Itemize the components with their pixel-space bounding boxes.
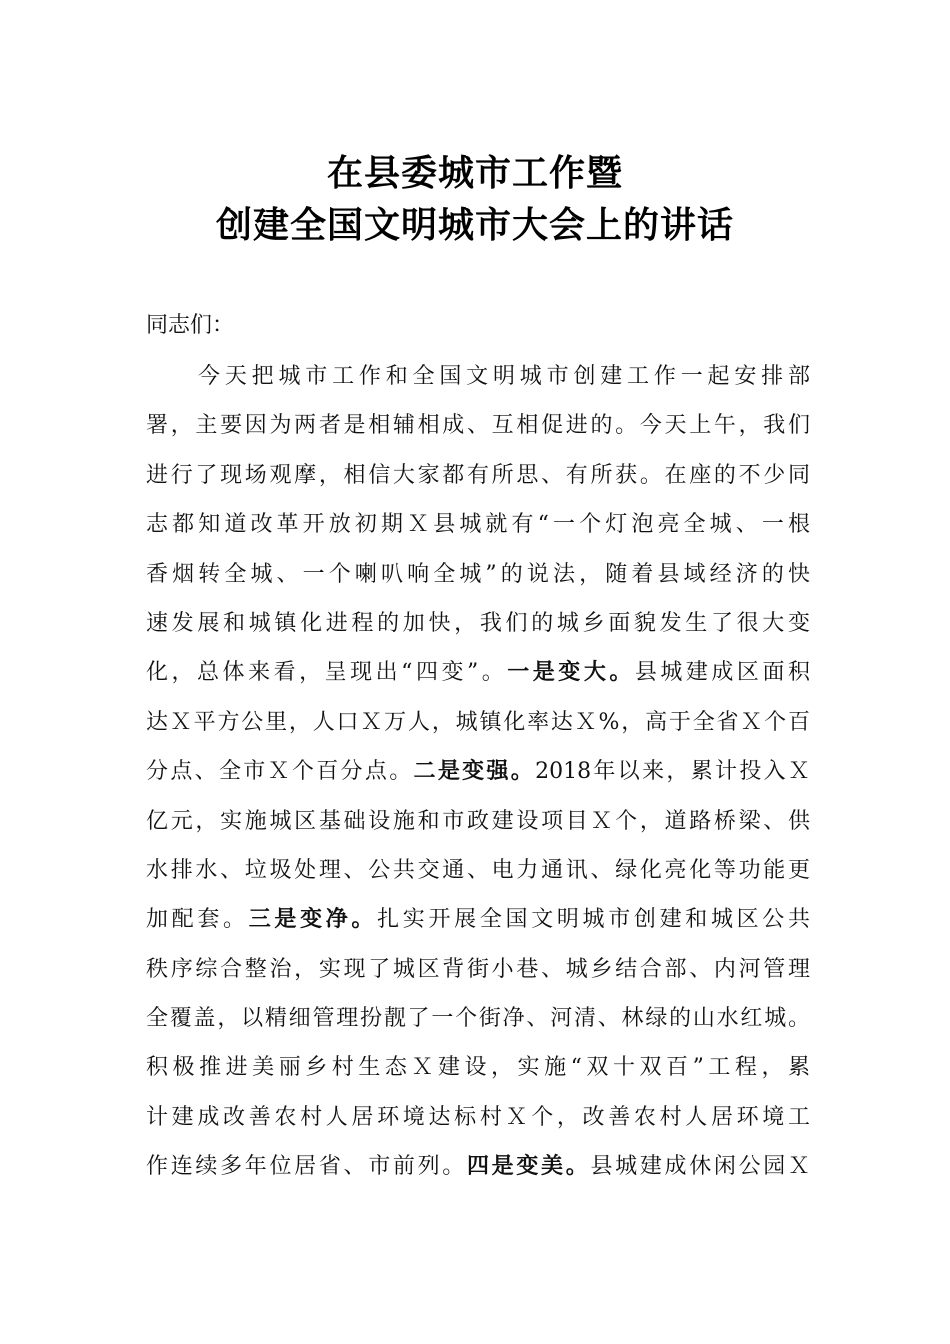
line-text: 秩序综合整治，实现了城区背街小巷、城乡结合部、内河管理 [146, 956, 810, 982]
line-text: 亿元，实施城区基础设施和市政建设项目Ｘ个，道路桥梁、供 [146, 808, 810, 834]
line-text: 县城建成休闲公园Ｘ [590, 1154, 810, 1180]
line-text: 水排水、垃圾处理、公共交通、电力通讯、绿化亮化等功能更 [146, 857, 810, 883]
paragraph-line [146, 895, 810, 944]
line-text: 积极推进美丽乡村生态Ｘ建设，实施“双十双百”工程，累 [146, 1055, 810, 1081]
line-text: 香烟转全城、一个喇叭响全城”的说法，随着县域经济的快 [146, 561, 810, 587]
paragraph-line [146, 747, 810, 796]
paragraph-line [146, 1142, 810, 1191]
paragraph-line [146, 698, 810, 747]
document-title [0, 148, 950, 252]
emphasis-text: 二是变强。 [413, 758, 536, 785]
line-text: 全覆盖，以精细管理扮靓了一个街净、河清、林绿的山水红城。 [146, 1006, 810, 1032]
paragraph-line [146, 994, 810, 1043]
line-text: 加配套。 [146, 907, 249, 933]
paragraph-line [146, 797, 810, 846]
paragraph-line [146, 648, 810, 697]
line-text: 作连续多年位居省、市前列。 [146, 1154, 467, 1180]
line-text: 计建成改善农村人居环境达标村Ｘ个，改善农村人居环境工 [146, 1104, 810, 1130]
line-text: 今天把城市工作和全国文明城市创建工作一起安排部 [198, 364, 810, 389]
paragraph-line [146, 846, 810, 895]
emphasis-text: 三是变净。 [248, 906, 378, 933]
line-text: 署，主要因为两者是相辅相成、互相促进的。今天上午，我们 [146, 413, 810, 439]
title-line-1: 在县委城市工作暨 [326, 153, 623, 194]
paragraph-line [146, 451, 810, 500]
paragraph-line [146, 1043, 810, 1092]
line-text: 速发展和城镇化进程的加快，我们的城乡面貌发生了很大变 [146, 610, 810, 636]
line-text: 扎实开展全国文明城市创建和城区公共 [377, 907, 810, 933]
paragraph-line [146, 500, 810, 549]
speech-body [146, 352, 810, 1192]
title-line-2: 创建全国文明城市大会上的讲话 [215, 205, 734, 246]
paragraph-line [146, 945, 810, 994]
emphasis-text: 四是变美。 [466, 1153, 591, 1180]
paragraph-line [146, 401, 810, 450]
paragraph-line [146, 1093, 810, 1142]
paragraph-line [146, 352, 810, 401]
line-text: 达Ｘ平方公里，人口Ｘ万人，城镇化率达Ｘ%，高于全省Ｘ个百 [146, 709, 810, 735]
line-text: 进行了现场观摩，相信大家都有所思、有所获。在座的不少同 [146, 462, 810, 488]
line-text: 县城建成区面积 [634, 660, 810, 686]
line-text: 分点、全市Ｘ个百分点。 [146, 759, 414, 785]
paragraph-line [146, 550, 810, 599]
emphasis-text: 一是变大。 [507, 659, 635, 686]
line-text: 化，总体来看，呈现出“四变”。 [146, 660, 508, 686]
line-text: 志都知道改革开放初期Ｘ县城就有“一个灯泡亮全城、一根 [146, 512, 810, 538]
line-text: 2018年以来，累计投入Ｘ [535, 759, 810, 785]
salutation: 同志们： [146, 313, 235, 338]
paragraph-line [146, 599, 810, 648]
